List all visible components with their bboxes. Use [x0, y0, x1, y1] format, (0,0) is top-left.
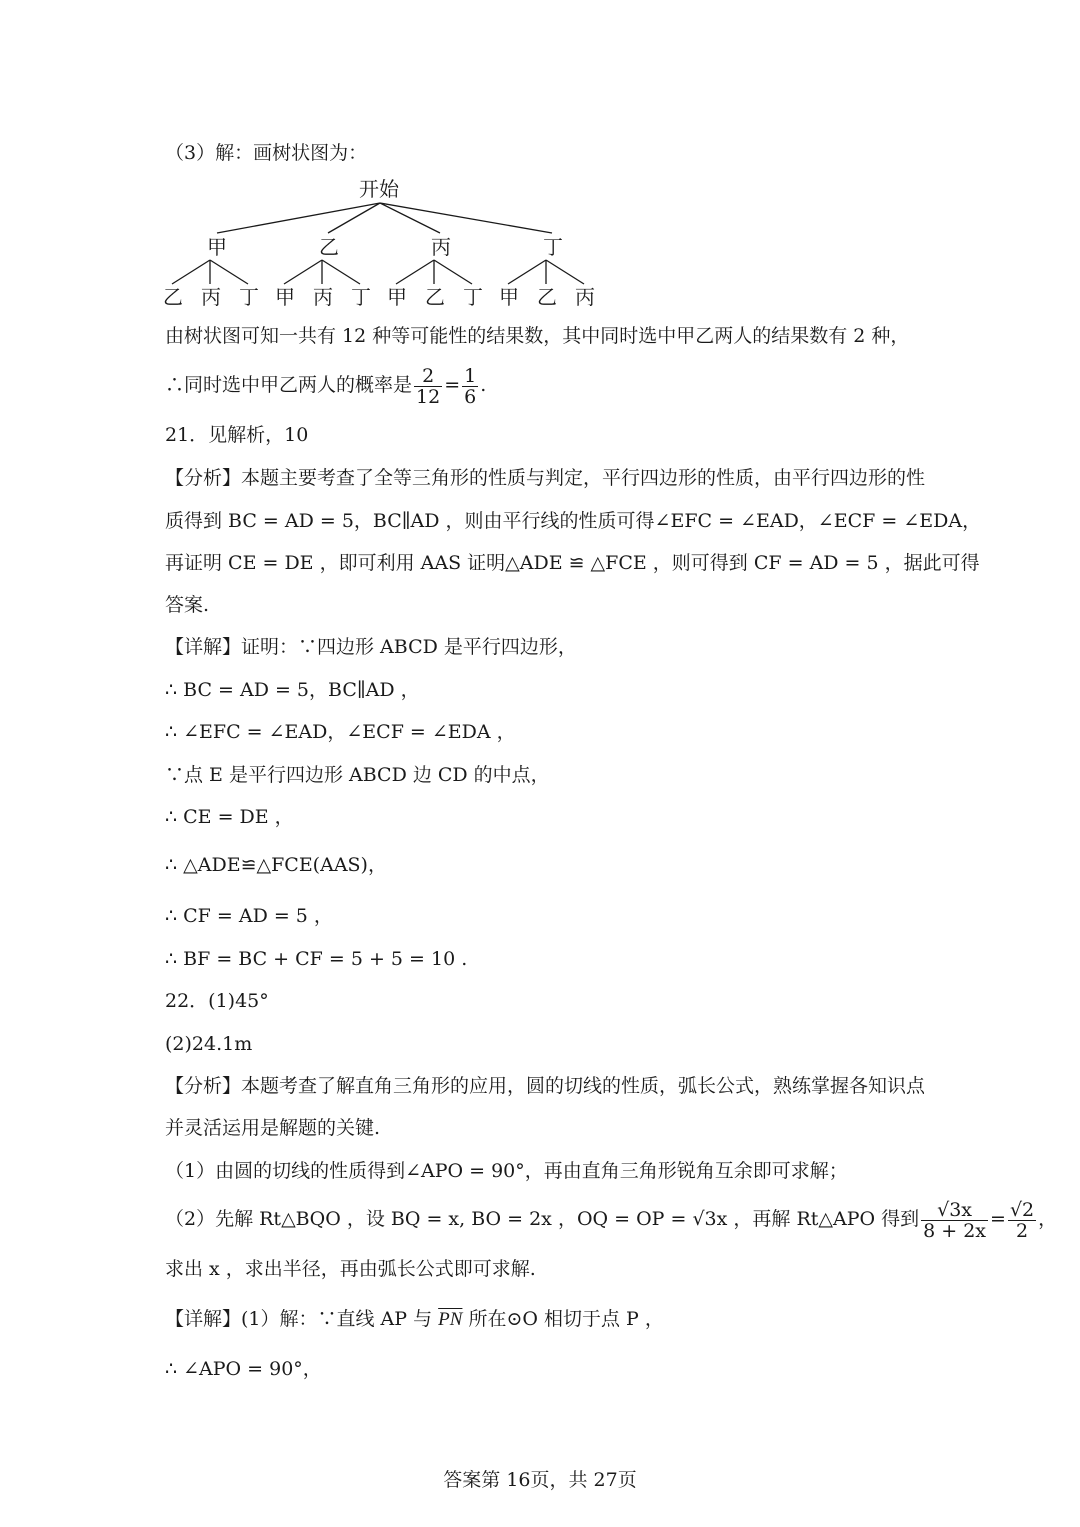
tree-leaf: 甲: [499, 285, 519, 309]
tree-leaf: 丁: [463, 285, 483, 309]
q21-step: 【详解】证明：∵四边形 ABCD 是平行四边形，: [165, 636, 577, 658]
q21-analysis-line: 质得到 BC = AD = 5，BC∥AD ，则由平行线的性质可得∠EFC = ∠EAD，∠ECF = ∠EDA，: [165, 510, 982, 532]
q21-step: ∴ ∠EFC = ∠EAD，∠ECF = ∠EDA ，: [165, 721, 516, 743]
tree-root: 开始: [359, 177, 399, 201]
tree-leaf: 甲: [275, 285, 295, 309]
prob-prefix: ∴同时选中甲乙两人的概率是: [165, 374, 413, 396]
q22-analysis-line: 【分析】本题考查了解直角三角形的应用，圆的切线的性质，弧长公式，熟练掌握各知识点: [165, 1075, 926, 1097]
q21-step: ∴ BF = BC + CF = 5 + 5 = 10 .: [165, 948, 468, 970]
q22-hint: （1）由圆的切线的性质得到∠APO = 90°，再由直角三角形锐角互余即可求解；: [165, 1160, 848, 1182]
q21-heading: 21．见解析，10: [165, 424, 309, 446]
q22-part2: (2)24.1m: [165, 1033, 253, 1055]
q22-detail-last: ∴ ∠APO = 90°，: [165, 1358, 322, 1380]
tree-leaf: 乙: [425, 285, 445, 309]
q22-detail: [165, 1306, 664, 1333]
q21-step: ∴ CE = DE ，: [165, 806, 294, 828]
detail-text: 所在⊙O 相切于点 P ，: [468, 1308, 664, 1330]
fraction-numerator: √2: [1009, 1198, 1035, 1221]
tree-leaf: 乙: [537, 285, 557, 309]
q21-analysis-line: 再证明 CE = DE ，即可利用 AAS 证明△ADE ≌ △FCE ，则可得到 CF = AD = 5 ，据此可得: [165, 552, 980, 574]
fraction: [921, 1200, 988, 1241]
fraction-denominator: 12: [416, 385, 441, 408]
page-footer: 答案第 16页，共 27页: [443, 1469, 637, 1491]
tree-leaf: 丁: [239, 285, 259, 309]
fraction-numerator: 1: [464, 364, 477, 387]
tree-leaf: 丙: [575, 285, 595, 309]
fraction: [462, 366, 478, 407]
part3-intro: （3）解：画树状图为：: [165, 142, 368, 164]
q22-hint: 求出 x ，求出半径，再由弧长公式即可求解.: [165, 1258, 536, 1280]
fraction: [414, 366, 442, 407]
tree-leaf: 丙: [313, 285, 333, 309]
q22-analysis-line: 并灵活运用是解题的关键.: [165, 1117, 381, 1139]
q21-analysis-line: 【分析】本题主要考查了全等三角形的性质与判定，平行四边形的性质，由平行四边形的性: [165, 467, 926, 489]
fraction: [1008, 1200, 1036, 1241]
q22-heading: 22．(1)45°: [165, 990, 269, 1012]
hint-end: ，: [1038, 1208, 1058, 1230]
q21-analysis-line: 答案.: [165, 594, 210, 616]
fraction-denominator: 8 + 2x: [923, 1219, 987, 1242]
probability-line: ∴同时选中甲乙两人的概率是 $\frac{2}{12}$ = $\frac{1}{6}$ .: [165, 364, 487, 408]
fraction-denominator: 2: [1016, 1219, 1029, 1242]
arc-label: $\overline{PN}$: [438, 1309, 463, 1330]
hint-text: （2）先解 Rt△BQO ，设 BQ = x, BO = 2x ，OQ = OP = √3x ，再解 Rt△APO 得到: [165, 1208, 920, 1230]
tree-node: 丁: [543, 235, 563, 259]
q21-step: ∵点 E 是平行四边形 ABCD 边 CD 的中点，: [165, 764, 550, 786]
q22-hint-2: （2）先解 Rt△BQO ，设 BQ = x, BO = 2x ，OQ = OP = √3x ，再解 Rt△APO 得到 $\frac{√3x}{8 + 2x}$ = $\frac{√2}{2}$ ，: [165, 1198, 1058, 1242]
fraction-numerator: √3x: [921, 1200, 988, 1221]
q21-step: ∴ CF = AD = 5 ，: [165, 905, 333, 927]
tree-leaf: 丙: [201, 285, 221, 309]
tree-node: 乙: [319, 235, 339, 259]
q21-step: ∴ △ADE≌△FCE(AAS)，: [165, 854, 387, 876]
tree-lines: [0, 0, 1080, 320]
fraction-numerator: 2: [414, 366, 442, 387]
tree-node: 丙: [431, 235, 451, 259]
tree-node: 甲: [207, 235, 227, 259]
detail-text: 【详解】(1）解：∵直线 AP 与: [165, 1308, 433, 1330]
q21-step: ∴ BC = AD = 5，BC∥AD ，: [165, 679, 420, 701]
fraction-denominator: 6: [464, 385, 477, 408]
tree-leaf: 甲: [387, 285, 407, 309]
tree-conclusion: 由树状图可知一共有 12 种等可能性的结果数，其中同时选中甲乙两人的结果数有 2 种，: [165, 325, 910, 347]
tree-leaf: 丁: [351, 285, 371, 309]
tree-leaf: 乙: [163, 285, 183, 309]
